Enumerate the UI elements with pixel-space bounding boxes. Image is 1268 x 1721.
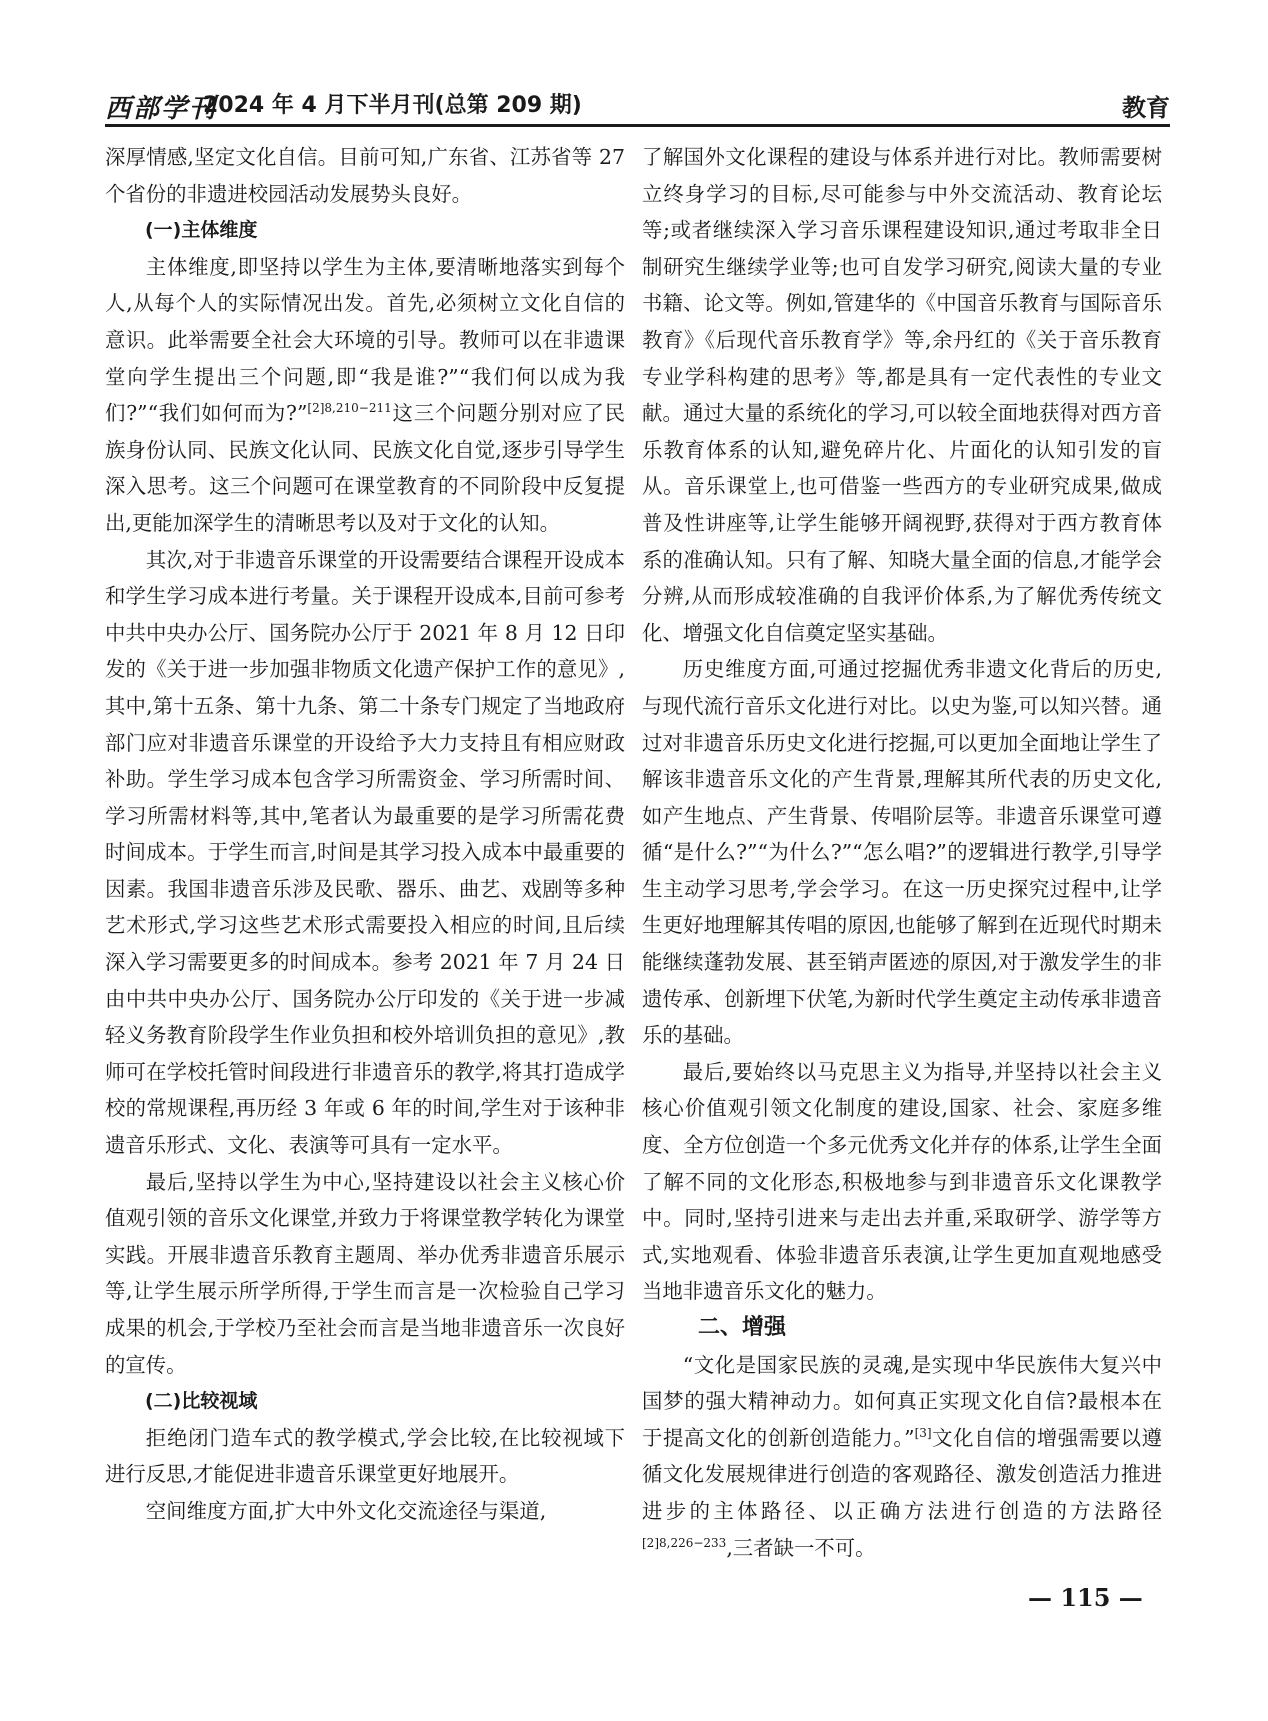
paragraph: 空间维度方面,扩大中外文化交流途径与渠道,	[145, 1498, 547, 1523]
right-column	[642, 139, 1162, 1579]
paragraph: 拒绝闭门造车式的教学模式,学会比较,在比较视域下进行反思,才能促进非遗音乐课堂更好地展开。	[105, 1425, 625, 1487]
citation: [2]8,226−233	[642, 1535, 727, 1550]
citation: [2]8,210−211	[307, 401, 392, 416]
issue-info: 2024 年 4 月下半月刊(总第 209 期)	[203, 93, 582, 118]
paragraph: 主体维度,即坚持以学生为主体,要清晰地落实到每个人,从每个人的实际情况出发。首先,必须树立文化自信的意识。此举需要全社会大环境的引导。教师可以在非遗课堂向学生提出三个问题,即“我是谁?”“我们何以成为我们?”“我们如何而为?”$^{[2]8,210-211}$这三个问题分别对应了民族身份认同、民族文化认同、民族文化自觉,逐步引导学生深入思考。这三个问题可在课堂教育的不同阶段中反复提出,更能加深学生的清晰思考以及对于文化的认知。	[105, 254, 625, 535]
paragraph: 其次,对于非遗音乐课堂的开设需要结合课程开设成本和学生学习成本进行考量。关于课程开设成本,目前可参考中共中央办公厅、国务院办公厅于 2021 年 8 月 12 日印发的《关于进一步加强非物质文化遗产保护工作的意见》,其中,第十五条、第十九条、第二十条专门规定了当地政府部门应对非遗音乐课堂的开设给予大力支持且有相应财政补助。学生学习成本包含学习所需资金、学习所需时间、学习所需材料等,其中,笔者认为最重要的是学习所需花费时间成本。于学生而言,时间是其学习投入成本中最重要的因素。我国非遗音乐涉及民歌、器乐、曲艺、戏剧等多种艺术形式,学习这些艺术形式需要投入相应的时间,且后续深入学习需要更多的时间成本。参考 2021 年 7 月 24 日由中共中央办公厅、国务院办公厅印发的《关于进一步减轻义务教育阶段学生作业负担和校外培训负担的意见》,教师可在学校托管时间段进行非遗音乐的教学,将其打造成学校的常规课程,再历经 3 年或 6 年的时间,学生对于该种非遗音乐形式、文化、表演等可具有一定水平。	[105, 547, 625, 1158]
page-header	[105, 84, 1170, 132]
header-rule	[105, 124, 1170, 127]
paragraph: 历史维度方面,可通过挖掘优秀非遗文化背后的历史,与现代流行音乐文化进行对比。以史为鉴,可以知兴替。通过对非遗音乐历史文化进行挖掘,可以更加全面地让学生了解该非遗音乐文化的产生背景,理解其所代表的历史文化,如产生地点、产生背景、传唱阶层等。非遗音乐课堂可遵循“是什么?”“为什么?”“怎么唱?”的逻辑进行教学,引导学生主动学习思考,学会学习。在这一历史探究过程中,让学生更好地理解其传唱的原因,也能够了解到在近现代时期未能继续蓬勃发展、甚至销声匿迹的原因,对于激发学生的非遗传承、创新埋下伏笔,为新时代学生奠定主动传承非遗音乐的基础。	[642, 657, 1162, 1048]
paragraph: 了解国外文化课程的建设与体系并进行对比。教师需要树立终身学习的目标,尽可能参与中外交流活动、教育论坛等;或者继续深入学习音乐课程建设知识,通过考取非全日制研究生继续学业等;也可自发学习研究,阅读大量的专业书籍、论文等。例如,管建华的《中国音乐教育与国际音乐教育》《后现代音乐教育学》等,余丹红的《关于音乐教育专业学科构建的思考》等,都是具有一定代表性的专业文献。通过大量的系统化的学习,可以较全面地获得对西方音乐教育体系的认知,避免碎片化、片面化的认知引发的盲从。音乐课堂上,也可借鉴一些西方的专业研究成果,做成普及性讲座等,让学生能够开阔视野,获得对于西方教育体系的准确认知。只有了解、知晓大量全面的信息,才能学会分辨,从而形成较准确的自我评价体系,为了解优秀传统文化、增强文化自信奠定坚实基础。	[642, 145, 1162, 645]
paragraph: 深厚情感,坚定文化自信。目前可知,广东省、江苏省等 27 个省份的非遗进校园活动发展势头良好。	[105, 145, 625, 206]
left-column	[105, 139, 625, 1579]
section-tag: 教育	[1122, 94, 1170, 122]
section-heading: 二、增强	[698, 1315, 787, 1340]
paragraph: 最后,要始终以马克思主义为指导,并坚持以社会主义核心价值观引领文化制度的建设,国家、社会、家庭多维度、全方位创造一个多元优秀文化并存的体系,让学生全面了解不同的文化形态,积极地参与到非遗音乐文化课教学中。同时,坚持引进来与走出去并重,采取研学、游学等方式,实地观看、体验非遗音乐表演,让学生更加直观地感受当地非遗音乐文化的魅力。	[642, 1059, 1162, 1304]
citation: [3]	[914, 1425, 932, 1440]
section-heading: (一)主体维度	[145, 219, 258, 242]
paragraph: 最后,坚持以学生为中心,坚持建设以社会主义核心价值观引领的音乐文化课堂,并致力于将课堂教学转化为课堂实践。开展非遗音乐教育主题周、举办优秀非遗音乐展示等,让学生展示所学所得,于学生而言是一次检验自己学习成果的机会,于学校乃至社会而言是当地非遗音乐一次良好的宣传。	[105, 1169, 625, 1377]
journal-logo: 西部学刊	[105, 94, 218, 124]
paragraph: “文化是国家民族的灵魂,是实现中华民族伟大复兴中国梦的强大精神动力。如何真正实现文化自信?最根本在于提高文化的创新创造能力。”[3]文化自信的增强需要以遵循文化发展规律进行创造的客观路径、激发创造活力推进进步的主体路径、以正确方法进行创造的方法路径$^{[2]8,226-233}$,三者缺一不可。	[642, 1352, 1162, 1560]
section-heading: (二)比较视域	[145, 1390, 258, 1413]
page-number: — 115 —	[1028, 1583, 1143, 1612]
